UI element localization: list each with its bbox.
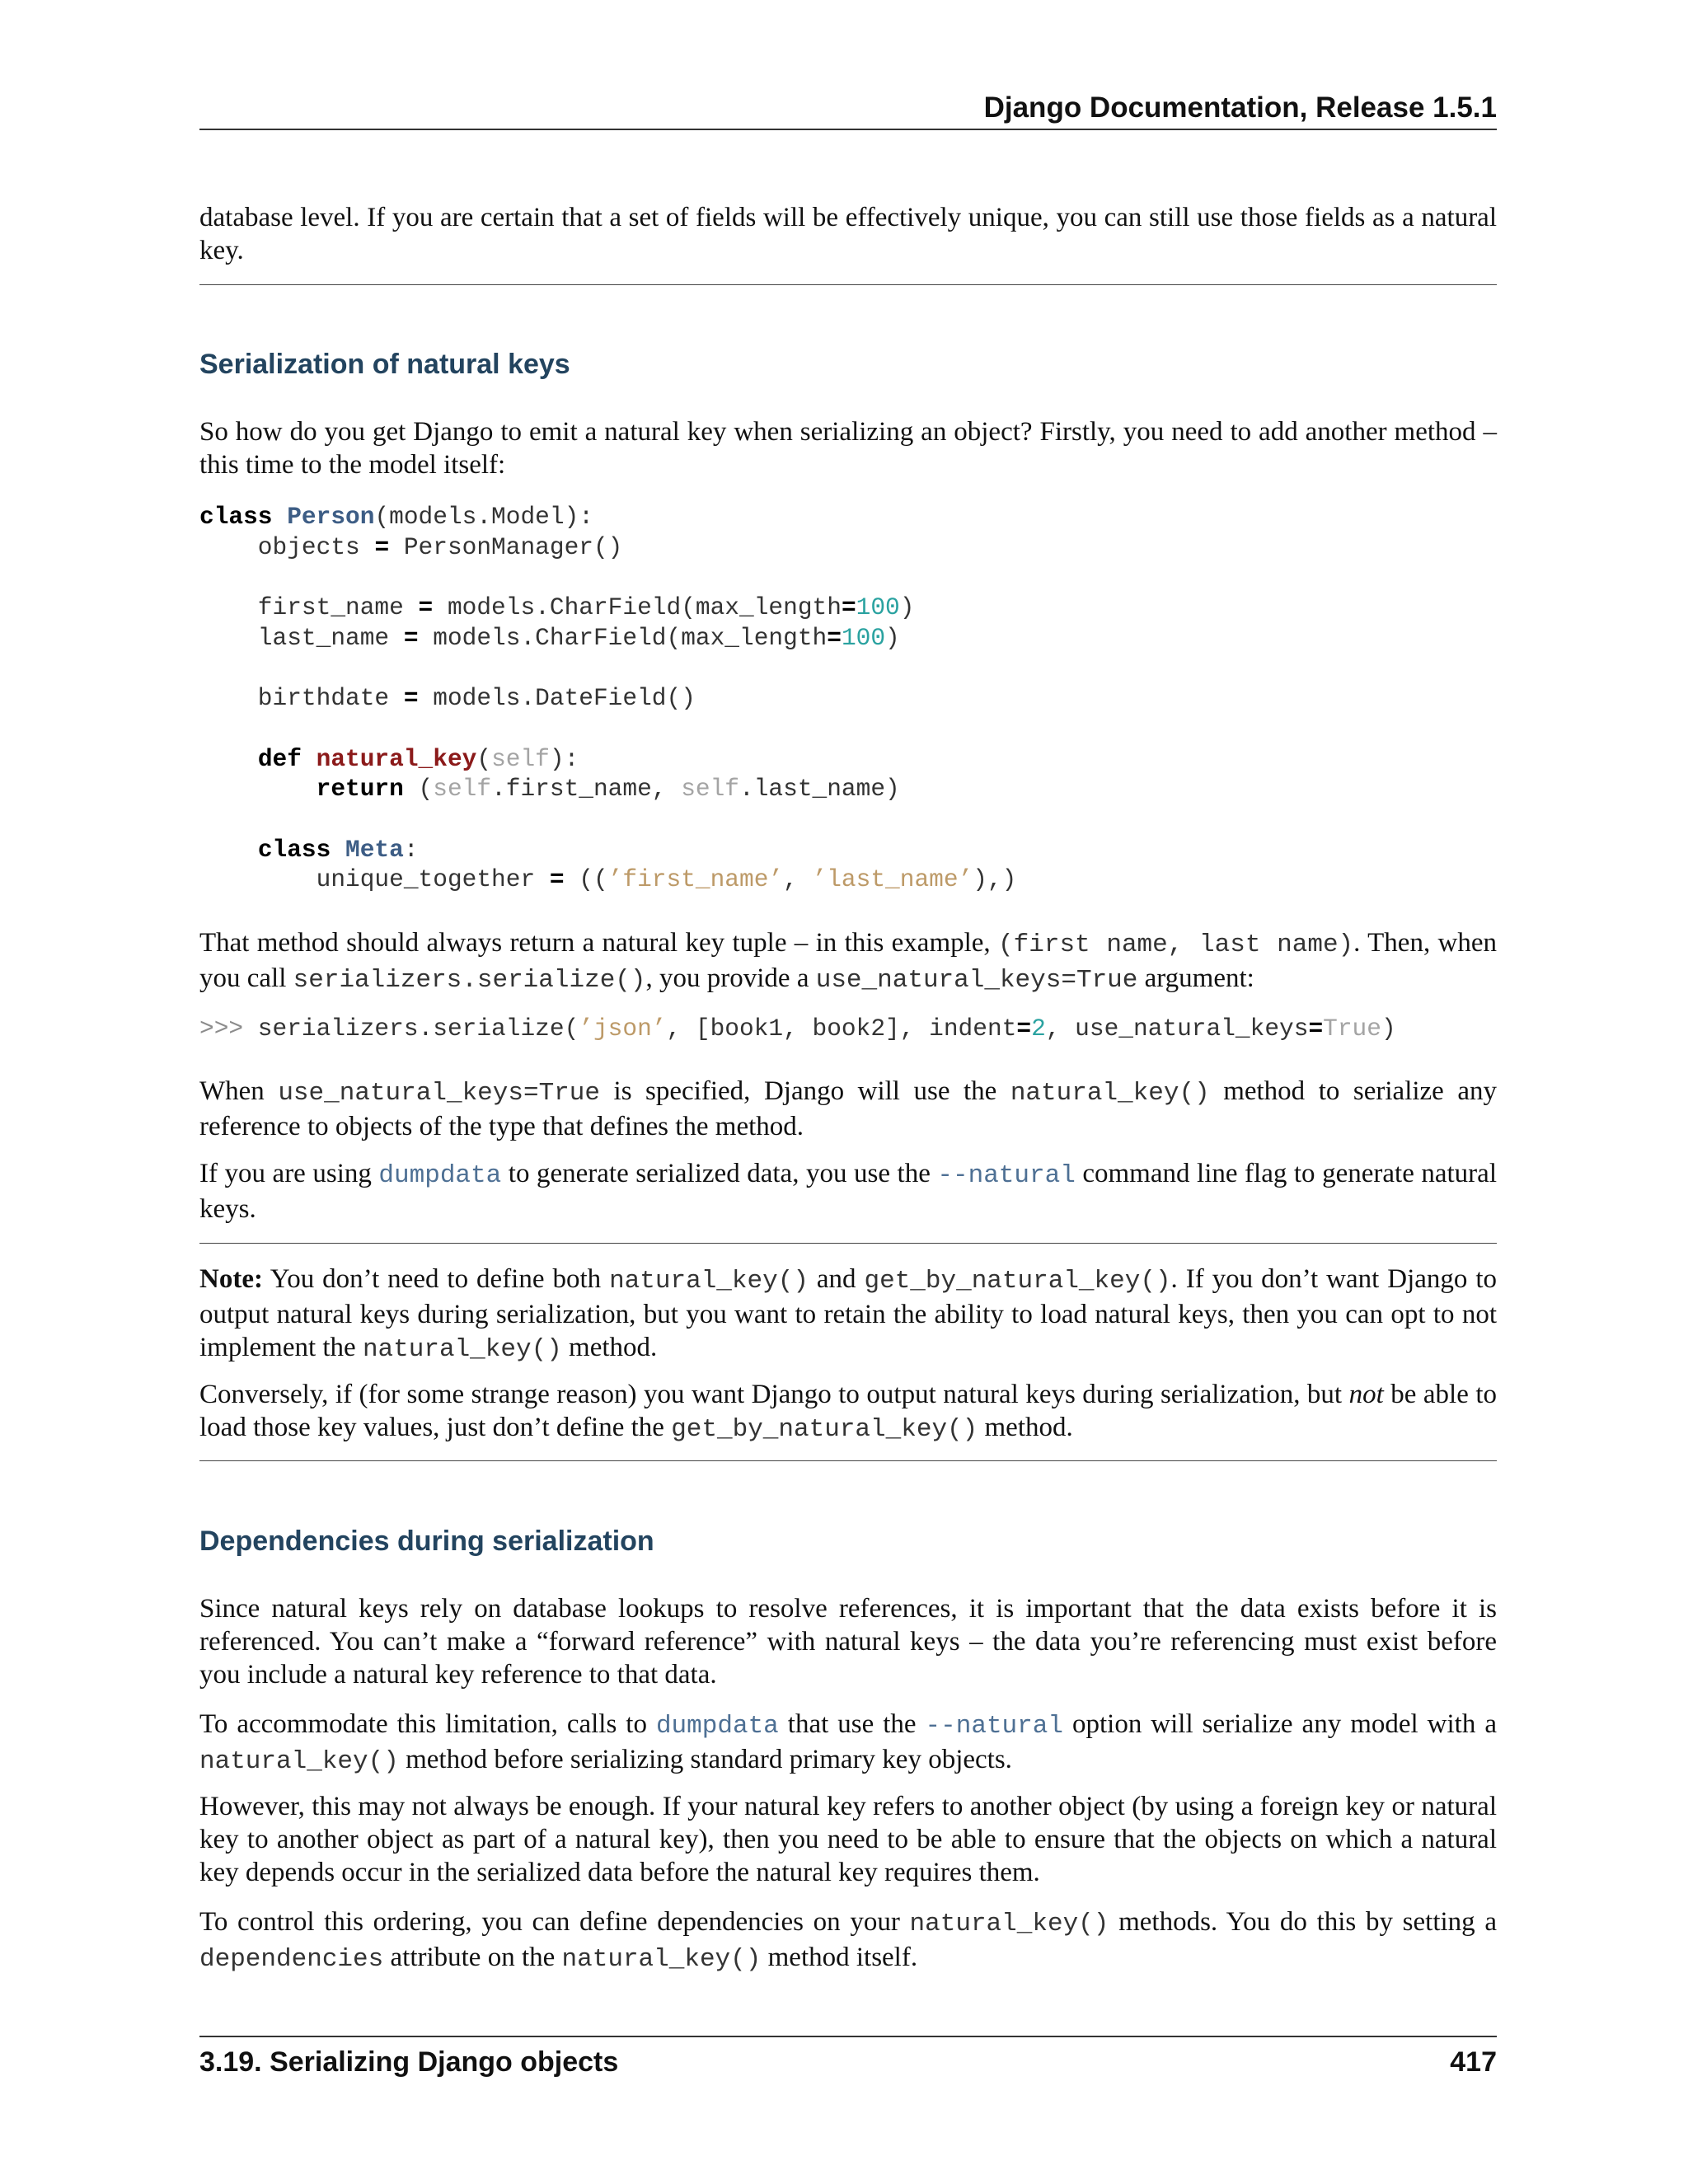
header-rule — [199, 129, 1497, 130]
code-token: = — [549, 865, 565, 894]
code-token: 100 — [841, 623, 886, 652]
note-bottom-rule — [199, 1460, 1497, 1461]
dumpdata-link[interactable]: dumpdata — [378, 1161, 502, 1190]
text-run: option will serialize any model with a — [1062, 1709, 1497, 1739]
code-token: ) — [1381, 1015, 1396, 1043]
code-token: (models.Model): — [374, 503, 593, 531]
inline-code: natural_key() — [561, 1945, 762, 1974]
code-token: PersonManager() — [389, 532, 623, 561]
text-run: That method should always return a natural key tuple – in this example, — [199, 928, 999, 958]
code-token: models.CharField(max_length — [433, 593, 842, 622]
footer-section-title: 3.19. Serializing Django objects — [199, 2046, 619, 2078]
inline-code: natural_key() — [199, 1747, 399, 1776]
text-run: is specified, Django will use the — [600, 1076, 1010, 1106]
code-token: class — [257, 835, 331, 864]
code-token: = — [374, 532, 390, 561]
code-token — [199, 836, 258, 864]
code-token: = — [841, 593, 856, 622]
text-run: method before serializing standard primary key objects. — [398, 1745, 1012, 1774]
text-run: To control this ordering, you can define dependencies on your — [199, 1907, 910, 1937]
code-token: self — [491, 744, 550, 773]
code-token: self — [433, 775, 492, 804]
paragraph-accommodate — [199, 1708, 1497, 1779]
inline-code: serializers.serialize() — [293, 966, 646, 995]
code-token: ’first_name’ — [607, 865, 784, 894]
paragraph-serialization-intro: So how do you get Django to emit a natural key when serializing an object? Firstly, you need to add another method – this time to the model itself: — [199, 417, 1497, 480]
note-top-rule — [199, 1243, 1497, 1244]
section-heading-serialization: Serialization of natural keys — [199, 349, 570, 380]
text-run: To accommodate this limitation, calls to — [199, 1709, 656, 1739]
code-token: = — [1308, 1015, 1324, 1043]
paragraph-however: However, this may not always be enough. If your natural key refers to another object (by using a foreign key or natural key to another object as part of a natural key), then you need to be able to ensure that the objects on which a natural key depends occur in the serialized data before the natural key requires them. — [199, 1792, 1497, 1887]
code-token: = — [1016, 1015, 1032, 1043]
text-run: to generate serialized data, you use the — [501, 1159, 938, 1188]
code-token: natural_key — [316, 744, 477, 773]
code-token: ’last_name’ — [812, 865, 973, 894]
section-heading-dependencies: Dependencies during serialization — [199, 1526, 654, 1557]
text-run: When — [199, 1076, 279, 1106]
code-token: Person — [287, 503, 375, 531]
inline-code: get_by_natural_key() — [671, 1415, 978, 1444]
text-run: and — [808, 1264, 865, 1294]
code-token: ’json’ — [579, 1015, 667, 1043]
code-token: .first_name, — [491, 775, 682, 804]
code-token: last_name — [199, 623, 404, 652]
code-token: .last_name) — [739, 775, 900, 804]
inline-code: natural_key() — [909, 1910, 1109, 1938]
code-token: models.CharField(max_length — [418, 623, 828, 652]
text-run: be able to load those key values, just don’t define the — [199, 1380, 1497, 1442]
code-token: = — [418, 593, 434, 622]
text-run: method. — [561, 1333, 658, 1362]
code-token — [199, 745, 258, 773]
paragraph-dependencies-intro: Since natural keys rely on database lookups to resolve references, it is important that the data exists before it is referenced. You can’t make a “forward reference” with natural keys – the data you’re referencing must exist before you include a natural key reference to that data. — [199, 1594, 1497, 1690]
inline-code: natural_key() — [609, 1267, 809, 1296]
text-run: method to serialize any reference to objects of the type that defines the method. — [199, 1076, 1497, 1141]
code-token: , [book1, book2], indent — [666, 1015, 1017, 1043]
note-paragraph-2 — [199, 1378, 1497, 1446]
text-run: Conversely, if (for some strange reason) you want Django to output natural keys during serialization, but — [199, 1380, 1349, 1409]
code-token: return — [316, 775, 404, 804]
text-run: argument: — [1137, 963, 1254, 993]
code-token: birthdate — [199, 684, 404, 713]
text-run: If you are using — [199, 1159, 379, 1188]
running-header: Django Documentation, Release 1.5.1 — [983, 91, 1497, 124]
text-run: . Then, when you call — [199, 928, 1498, 993]
inline-code: natural_key() — [1010, 1079, 1210, 1108]
text-run: method. — [978, 1413, 1073, 1442]
note-label: Note: — [199, 1264, 263, 1294]
code-token — [199, 775, 316, 803]
code-token: = — [403, 623, 419, 652]
code-token: , — [783, 865, 813, 894]
code-token: first_name — [199, 593, 419, 622]
text-run: . If you don’t want Django to output natural keys during serialization, but you want to retain the ability to load natural keys, then you can opt to not implement the — [199, 1264, 1497, 1362]
code-token: objects — [199, 532, 375, 561]
code-token: ) — [899, 593, 915, 622]
text-run: that use the — [778, 1709, 926, 1739]
code-token: , use_natural_keys — [1045, 1015, 1309, 1043]
page-number: 417 — [1450, 2046, 1497, 2078]
text-run: method itself. — [761, 1943, 918, 1972]
code-token: def — [257, 744, 302, 773]
code-token: class — [199, 503, 273, 531]
paragraph-control-ordering — [199, 1905, 1497, 1976]
inline-code: natural_key() — [362, 1335, 562, 1364]
code-token: = — [827, 623, 842, 652]
code-token: self — [681, 775, 740, 804]
code-token: = — [403, 684, 419, 713]
inline-code: use_natural_keys=True — [815, 966, 1138, 995]
code-token: models.DateField() — [418, 684, 696, 713]
natural-flag-link[interactable]: --natural — [925, 1712, 1063, 1741]
divider-rule — [199, 284, 1497, 285]
code-token: ( — [476, 744, 492, 773]
code-token: 100 — [856, 593, 900, 622]
paragraph-dumpdata — [199, 1157, 1497, 1226]
code-block-serialize-call — [199, 1014, 1497, 1044]
code-token: ),) — [973, 865, 1017, 894]
code-token: Meta — [345, 835, 404, 864]
text-run: methods. You do this by setting a — [1109, 1907, 1498, 1937]
code-token: True — [1323, 1015, 1381, 1043]
code-token: 2 — [1031, 1015, 1046, 1043]
code-token: (( — [564, 865, 608, 894]
natural-flag-link[interactable]: --natural — [937, 1161, 1076, 1190]
paragraph-use-natural-keys — [199, 1075, 1497, 1143]
intro-paragraph: database level. If you are certain that a set of fields will be effectively unique, you can still use those fields as a natural key. — [199, 203, 1497, 265]
code-token: >>> — [199, 1015, 244, 1043]
inline-code: (first name, last name) — [998, 930, 1354, 959]
text-run: command line flag to generate natural keys. — [199, 1159, 1497, 1224]
paragraph-natural-key-tuple — [199, 926, 1497, 997]
text-run: attribute on the — [383, 1943, 562, 1972]
emphasis: not — [1348, 1380, 1384, 1409]
text-run: You don’t need to define both — [262, 1264, 610, 1294]
dumpdata-link[interactable]: dumpdata — [655, 1712, 779, 1741]
code-token: ): — [549, 744, 579, 773]
inline-code: get_by_natural_key() — [864, 1267, 1171, 1296]
code-token: : — [403, 835, 419, 864]
code-token: ) — [885, 623, 900, 652]
code-token: serializers.serialize( — [243, 1015, 579, 1043]
inline-code: use_natural_keys=True — [278, 1079, 600, 1108]
note-paragraph-1 — [199, 1263, 1497, 1366]
code-token: ( — [403, 775, 434, 804]
code-block-person-model — [199, 502, 1497, 895]
footer-rule — [199, 2036, 1497, 2037]
text-run: , you provide a — [645, 963, 816, 993]
code-token: unique_together — [199, 865, 550, 894]
inline-code: dependencies — [199, 1945, 384, 1974]
